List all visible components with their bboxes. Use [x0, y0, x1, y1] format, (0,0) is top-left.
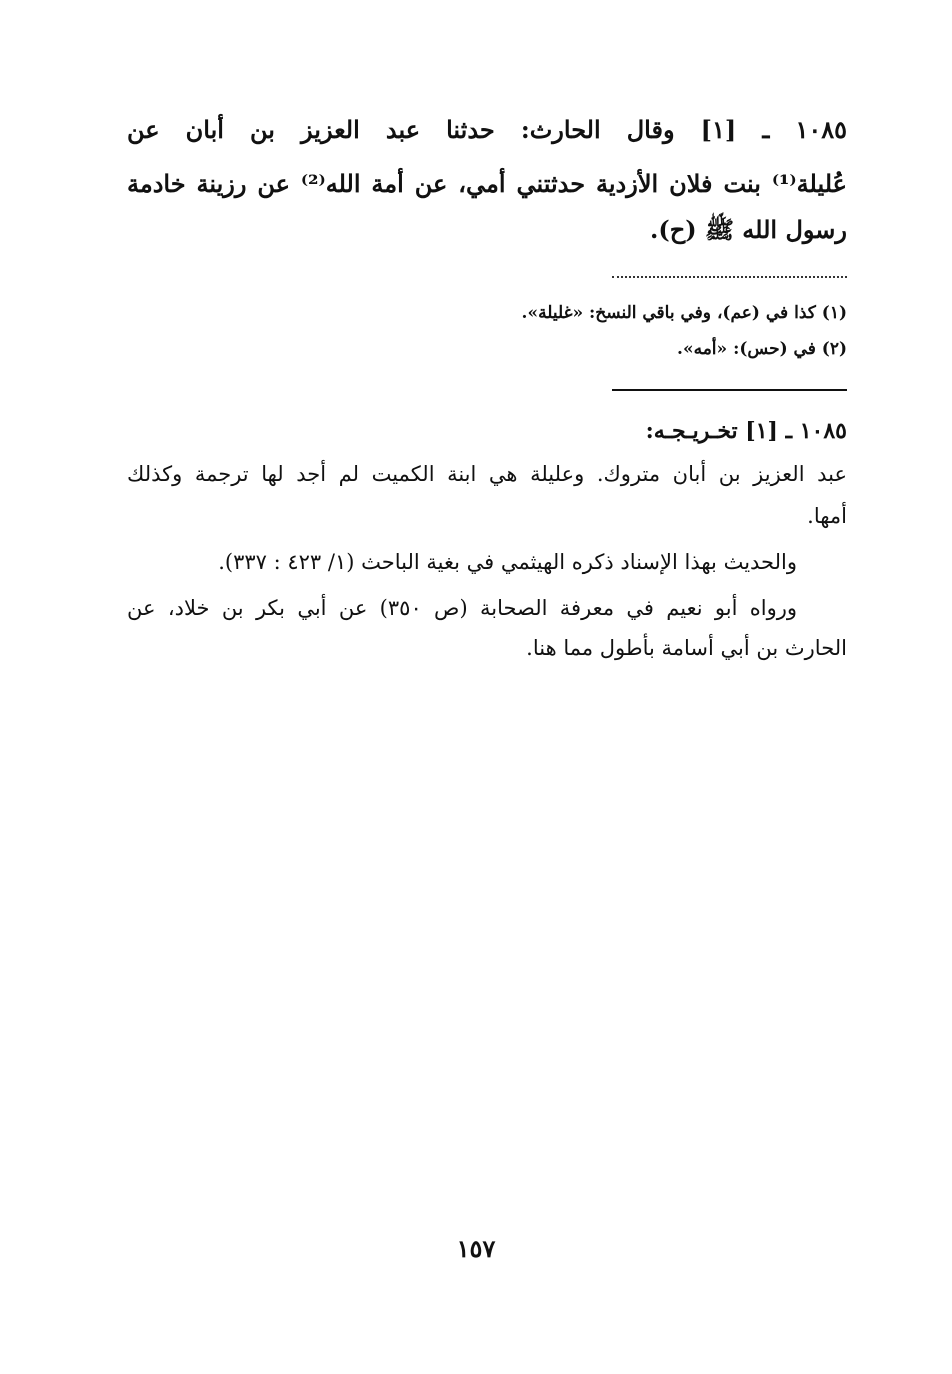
takhrij-line-5: الحارث بن أبي أسامة بأطول مما هنا.	[526, 636, 847, 660]
takhrij-line-3: والحديث بهذا الإسناد ذكره الهيثمي في بغية الباحث (١/ ٤٢٣ : ٣٣٧).	[218, 550, 797, 574]
footnote-2: (٢) في (حس): «أمه».	[677, 339, 847, 359]
takhrij-line-1: عبد العزيز بن أبان متروك. وعليلة هي ابنة الكميت لم أجد لها ترجمة وكذلك	[127, 462, 847, 486]
takhrij-line-2: أمها.	[807, 504, 847, 528]
takhrij-line-4: ورواه أبو نعيم في معرفة الصحابة (ص ٣٥٠) عن أبي بكر بن خلاد، عن	[127, 596, 797, 620]
footnote-1: (١) كذا في (عم)، وفي باقي النسخ: «غليلة».	[521, 303, 847, 323]
hadith-line-1: ١٠٨٥ ـ [١] وقال الحارث: حدثنا عبد العزيز بن أبان عن	[127, 115, 847, 144]
hadith-line-3: رسول الله ﷺ (ح).	[650, 215, 847, 244]
hadith-line-2: عُليلة⁽¹⁾ بنت فلان الأزدية حدثتني أمي، عن أمة الله⁽²⁾ عن رزينة خادمة	[127, 169, 847, 198]
section-rule	[612, 389, 847, 391]
page-number: ١٥٧	[456, 1234, 496, 1263]
footnote-separator	[612, 276, 847, 278]
takhrij-heading: ١٠٨٥ ـ [١] تخـريـجـه:	[645, 418, 847, 444]
